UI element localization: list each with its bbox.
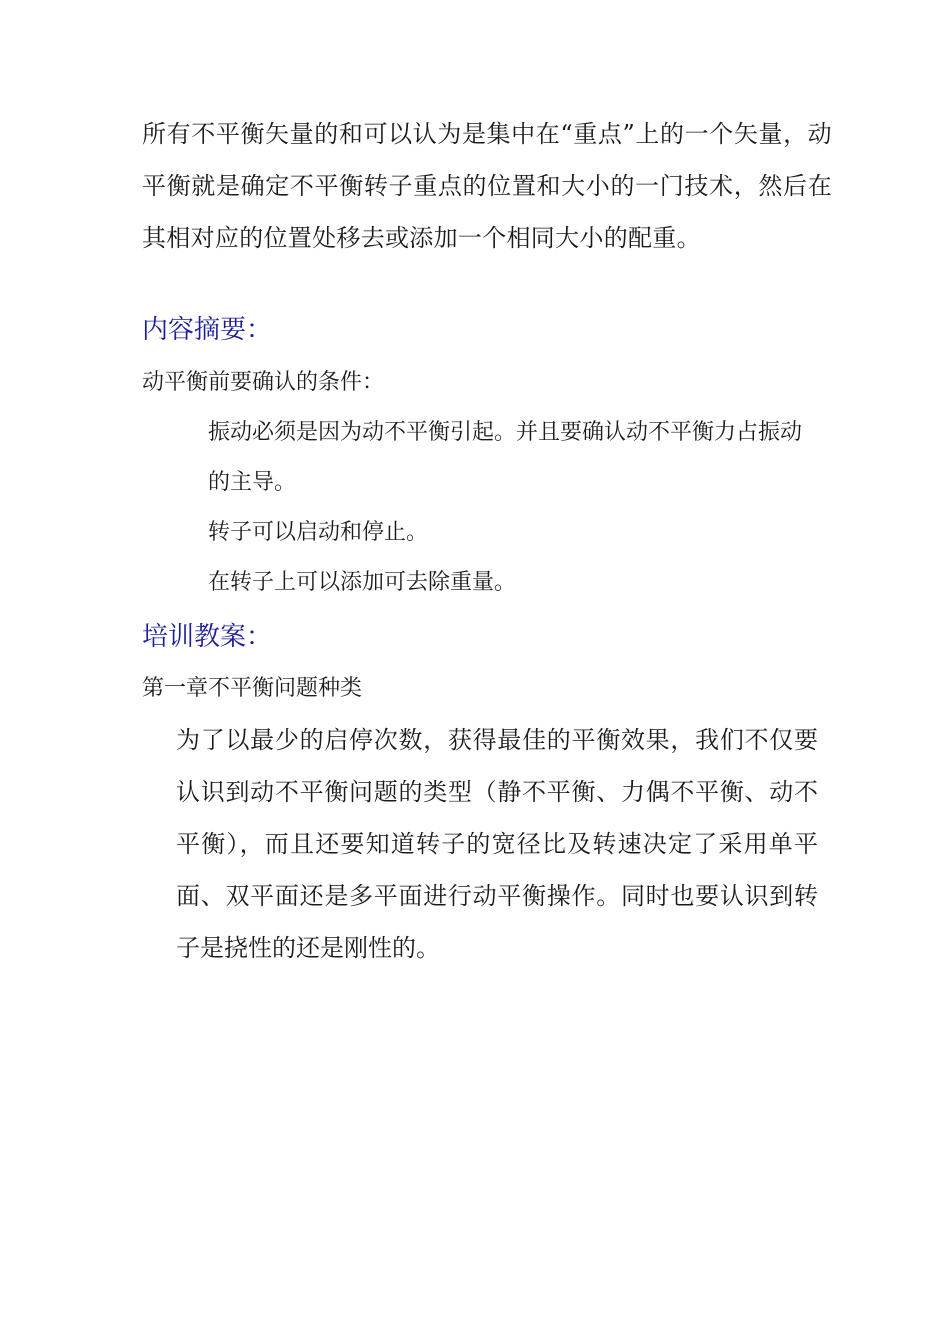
training-heading: 培训教案：: [142, 622, 273, 652]
intro-paragraph: 所有不平衡矢量的和可以认为是集中在“重点”上的一个矢量，动平衡就是确定不平衡转子重点的位置和大小的一门技术，然后在其相对应的位置处移去或添加一个相同大小的配重。: [142, 120, 832, 252]
condition-item: 振动必须是因为动不平衡引起。并且要确认动不平衡力占振动的主导。: [208, 420, 803, 495]
summary-heading: 内容摘要：: [142, 315, 273, 345]
condition-item: 在转子上可以添加可去除重量。: [208, 570, 517, 595]
conditions-label: 动平衡前要确认的条件：: [142, 370, 385, 395]
chapter-paragraph: 为了以最少的启停次数，获得最佳的平衡效果，我们不仅要认识到动不平衡问题的类型（静不平衡、力偶不平衡、动不平衡），而且还要知道转子的宽径比及转速决定了采用单平面、双平面还是多平面进行动平衡操作。同时也要认识到转子是挠性的还是刚性的。: [176, 726, 818, 962]
condition-item: 转子可以启动和停止。: [208, 520, 429, 545]
conditions-list: [208, 408, 808, 608]
chapter-title: 第一章不平衡问题种类: [142, 676, 363, 701]
